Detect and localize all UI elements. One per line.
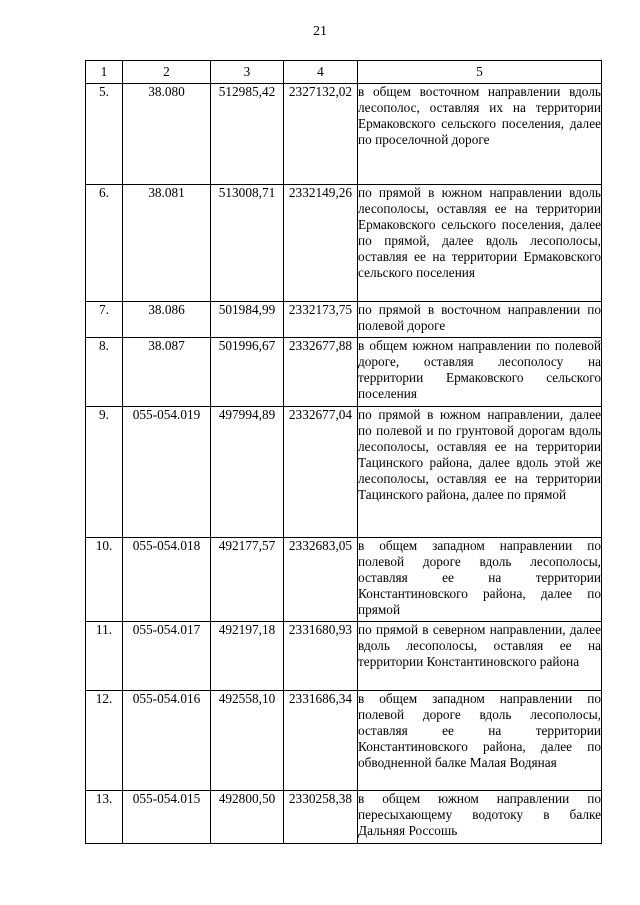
coordinate-y: 2330258,38 bbox=[284, 791, 358, 844]
coordinate-y: 2332683,05 bbox=[284, 538, 358, 622]
coordinate-y: 2327132,02 bbox=[284, 84, 358, 185]
coordinate-y: 2331680,93 bbox=[284, 622, 358, 691]
coordinate-x: 501996,67 bbox=[211, 338, 284, 407]
coordinate-x: 497994,89 bbox=[211, 407, 284, 538]
route-description: по прямой в южном направлении вдоль лесополосы, оставляя ее на территории Ермаковского сельского поселения, далее по прямой, далее вдоль лесополосы, оставляя ее на территории Ермаковского сельского поселения bbox=[358, 185, 602, 302]
column-header-2: 2 bbox=[123, 61, 211, 84]
row-number: 6. bbox=[86, 185, 123, 302]
coordinate-x: 492800,50 bbox=[211, 791, 284, 844]
table-row bbox=[86, 622, 602, 691]
point-id: 055-054.016 bbox=[123, 691, 211, 791]
row-number: 10. bbox=[86, 538, 123, 622]
coordinate-x: 501984,99 bbox=[211, 302, 284, 338]
coordinate-x: 492558,10 bbox=[211, 691, 284, 791]
point-id: 38.080 bbox=[123, 84, 211, 185]
route-description: в общем южном направлении по пересыхающему водотоку в балке Дальняя Россошь bbox=[358, 791, 602, 844]
point-id: 38.081 bbox=[123, 185, 211, 302]
coordinate-x: 492177,57 bbox=[211, 538, 284, 622]
row-number: 13. bbox=[86, 791, 123, 844]
coordinate-x: 492197,18 bbox=[211, 622, 284, 691]
route-description: по прямой в южном направлении, далее по полевой и по грунтовой дорогам вдоль лесополосы, оставляя ее на территории Тацинского района, далее вдоль этой же лесополосы, оставляя ее на территории Тацинского района, далее по прямой bbox=[358, 407, 602, 538]
point-id: 38.086 bbox=[123, 302, 211, 338]
page-number: 21 bbox=[313, 24, 327, 39]
coordinate-y: 2332677,04 bbox=[284, 407, 358, 538]
route-description: в общем южном направлении по полевой дороге, оставляя лесополосу на территории Ермаковского сельского поселения bbox=[358, 338, 602, 407]
table-row bbox=[86, 691, 602, 791]
boundary-points-table bbox=[85, 60, 602, 844]
route-description: в общем восточном направлении вдоль лесополос, оставляя их на территории Ермаковского сельского поселения, далее по проселочной дороге bbox=[358, 84, 602, 185]
point-id: 055-054.018 bbox=[123, 538, 211, 622]
row-number: 5. bbox=[86, 84, 123, 185]
row-number: 8. bbox=[86, 338, 123, 407]
point-id: 38.087 bbox=[123, 338, 211, 407]
row-number: 9. bbox=[86, 407, 123, 538]
table-header-row bbox=[86, 61, 602, 84]
table-row bbox=[86, 791, 602, 844]
table-row bbox=[86, 185, 602, 302]
coordinate-y: 2331686,34 bbox=[284, 691, 358, 791]
coordinate-x: 512985,42 bbox=[211, 84, 284, 185]
row-number: 11. bbox=[86, 622, 123, 691]
coordinate-y: 2332173,75 bbox=[284, 302, 358, 338]
row-number: 12. bbox=[86, 691, 123, 791]
table-row bbox=[86, 338, 602, 407]
table-row bbox=[86, 302, 602, 338]
point-id: 055-054.015 bbox=[123, 791, 211, 844]
point-id: 055-054.019 bbox=[123, 407, 211, 538]
point-id: 055-054.017 bbox=[123, 622, 211, 691]
column-header-1: 1 bbox=[86, 61, 123, 84]
column-header-3: 3 bbox=[211, 61, 284, 84]
column-header-5: 5 bbox=[358, 61, 602, 84]
route-description: в общем западном направлении по полевой дороге вдоль лесополосы, оставляя ее на территории Константиновского района, далее по обводненной балке Малая Водяная bbox=[358, 691, 602, 791]
coordinate-y: 2332149,26 bbox=[284, 185, 358, 302]
coordinate-y: 2332677,88 bbox=[284, 338, 358, 407]
column-header-4: 4 bbox=[284, 61, 358, 84]
table-row bbox=[86, 538, 602, 622]
route-description: по прямой в восточном направлении по полевой дороге bbox=[358, 302, 602, 338]
route-description: в общем западном направлении по полевой дороге вдоль лесополосы, оставляя ее на территории Константиновского района, далее по прямой bbox=[358, 538, 602, 622]
table-row bbox=[86, 407, 602, 538]
coordinate-x: 513008,71 bbox=[211, 185, 284, 302]
table-row bbox=[86, 84, 602, 185]
route-description: по прямой в северном направлении, далее вдоль лесополосы, оставляя ее на территории Константиновского района bbox=[358, 622, 602, 691]
row-number: 7. bbox=[86, 302, 123, 338]
